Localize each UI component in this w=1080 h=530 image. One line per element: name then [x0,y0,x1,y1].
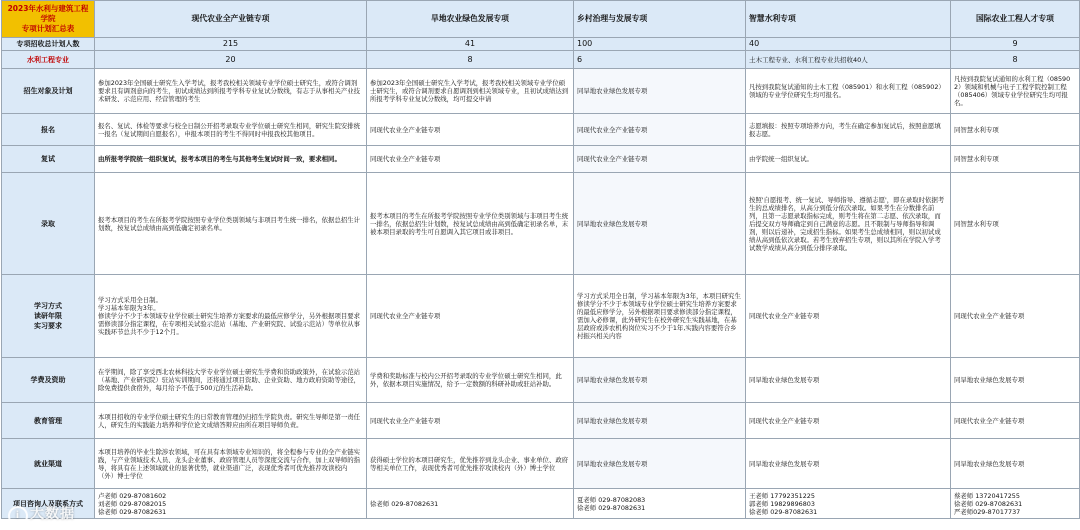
column-header-rural-governance: 乡村治理与发展专项 [574,1,746,38]
table-cell: 在学期间，除了享受西北农林科技大学专业学位硕士研究生学费和资助政策外，在试验示范站（基地、产业研究院）驻站实训期间，还将通过项目资助、企业资助、地方政府资助等途径，除免费提供食宿外，每月给予不低于500元的生活补助。 [95,358,367,403]
row-label: 报名 [2,114,95,146]
table-row [2,173,1080,275]
table-cell: 学习方式采用全日制。 学习基本年限为3年。 修读学分不少于本领域专业学位硕士研究生培养方案要求的最低应修学分，另外根据项目要求需修读部分指定课程，在专项相关试验示范站（基地、产业研究院、试验示范站）等单位从事实践环节总共不少于12个月。 [95,275,367,358]
table-row [2,275,1080,358]
table-cell: 参加2023年全国硕士研究生入学考试，报考我校相关领域专业学位硕士研究生，或符合调剂要求自愿调剂到相关领域专业，且初试成绩达到所报考学科专业复试分数线，均可提交申请 [367,69,574,114]
row-label: 就业渠道 [2,439,95,489]
table-row [2,358,1080,403]
watermark-logo-icon: i [8,506,28,526]
table-title: 2023年水利与建筑工程学院 [7,4,89,23]
watermark-text: 大数据 [30,506,75,522]
table-cell: 凡按到我院复试通知的土木工程（085901）和水利工程（085902）领域的专业学位研究生均可报名。 [746,69,951,114]
column-header-dryland-agri: 旱地农业绿色发展专项 [367,1,574,38]
header-row [2,1,1080,38]
row-label: 录取 [2,173,95,275]
hydro-value: 20 [95,51,367,69]
summary-table [1,0,1080,519]
table-cell: 按照'自愿报考、统一复试、导师指导、遵循志愿'，即在录取时依据考生的总成绩排名，从高分到低分依次录取。如果考生在分数排名前列，且第一志愿录取指标完成，则考生将在第二志愿、依次录取，而后提交双方导师确定到自己满意的志愿。且不限制与导师指导和调剂，则以后递补，完成招生指标。如果考生总成绩相同，则以初试成绩从高到低依次录取。若考生放弃招生专项，则以其所在学院入学考试数学成绩从高分到低分排序录取。 [746,173,951,275]
hydro-value: 6 [574,51,746,69]
hydro-value: 8 [951,51,1080,69]
table-cell: 同旱地农业绿色发展专项 [951,358,1080,403]
plan-value: 9 [951,38,1080,51]
table-cell: 获得硕士学位的本项目研究生，优先推荐到龙头企业、事业单位、政府等相关单位工作，表现优秀者可优先推荐攻读校内（外）博士学位 [367,439,574,489]
table-cell: 报考本项目的考生在所报考学院按照专业学位类别领域与非项目考生统一排名，依据总招生计划数，按复试总成绩由高到低确定初录名单。 [95,173,367,275]
table-cell: 同现代农业全产业链专项 [367,114,574,146]
table-subtitle: 专项计划汇总表 [21,24,75,33]
table-cell: 同旱地农业绿色发展专项 [574,69,746,114]
hydro-value: 8 [367,51,574,69]
table-cell: 同智慧水利专项 [951,173,1080,275]
table-row [2,489,1080,519]
column-header-smart-water: 智慧水利专项 [746,1,951,38]
table-cell: 报考本项目的考生在所报考学院按照专业学位类别领域与非项目考生统一排名，依据总招生计划数，按复试总成绩由高到低确定初录名单，末被本项目录取的考生可自愿调入其它项目或非项目。 [367,173,574,275]
watermark [8,503,75,526]
table-cell: 同现代农业全产业链专项 [951,275,1080,358]
table-cell: 王老师 17792351225 郭老师 19829896803 徐老师 029-87082631 [746,489,951,519]
column-header-modern-agri: 现代农业全产业链专项 [95,1,367,38]
table-cell: 夏老师 029-87082083 徐老师 029-87082631 [574,489,746,519]
row-label: 项目咨询人及联系方式 [2,489,95,519]
table-cell: 同现代农业全产业链专项 [367,403,574,439]
table-cell: 同现代农业全产业链专项 [951,403,1080,439]
table-cell: 同旱地农业绿色发展专项 [746,439,951,489]
table-row [2,69,1080,114]
table-cell: 报名、复试、体检等要求与校全日制公开招考录取专业学位硕士研究生相同，研究生院安排统一报名（复试期间自愿报名），申报本项目的考生不得同时申报我校其他项目。 [95,114,367,146]
row-label: 复试 [2,146,95,173]
table-cell: 蔡老师 13720417255 徐老师 029-87082631 严老师029-87017737 [951,489,1080,519]
table-corner [2,1,95,38]
table-row [2,439,1080,489]
table-cell: 徐老师 029-87082631 [367,489,574,519]
table-cell: 由学院统一组织复试。 [746,146,951,173]
plan-row [2,38,1080,51]
column-header-international: 国际农业工程人才专项 [951,1,1080,38]
plan-value: 40 [746,38,951,51]
row-label: 学习方式 读研年限 实习要求 [2,275,95,358]
plan-value: 215 [95,38,367,51]
plan-row-label: 专项招收总计划人数 [2,38,95,51]
table-cell: 由所报考学院统一组织复试，报考本项目的考生与其他考生复试时间一致，要求相同。 [95,146,367,173]
table-cell: 同旱地农业绿色发展专项 [951,439,1080,489]
table-row [2,403,1080,439]
table-cell: 同旱地农业绿色发展专项 [746,358,951,403]
table-cell: 同旱地农业绿色发展专项 [574,358,746,403]
hydro-value: 土木工程专业、水利工程专业共招收40人 [746,51,951,69]
hydro-row [2,51,1080,69]
table-cell: 凡按到我院复试通知的水利工程（085902）领域和机械与电子工程学院控制工程（085406）领域专业学位研究生均可报名。 [951,69,1080,114]
table-cell: 同旱地农业绿色发展专项 [574,439,746,489]
table-row [2,146,1080,173]
table-cell: 志愿填报：按照专项培养方向，考生在确定参加复试后，按照意愿填报志愿。 [746,114,951,146]
table-cell: 参加2023年全国硕士研究生入学考试，报考我校相关领域专业学位硕士研究生，或符合调剂要求且有调剂意向的考生，初试成绩达到所报考学科专业复试分数线，有志于从事相关产业技术研发、示范应用、经营管理的考生 [95,69,367,114]
table-cell: 本项目培养的毕业生除涉农领域，可在具有本领域专业知识的，将全程参与专业的全产业链实践，与产业领域技术人员、龙头企业董事、政府管理人员等深度交流与合作，加上双导师的指导，将具有在上述领域就业的显著优势，就业渠道广泛，表现优秀者可优先推荐攻读校内（外）博士学位 [95,439,367,489]
table-cell: 学习方式采用全日制，学习基本年限为3年，本项目研究生修读学分不少于本领域专业学位硕士研究生培养方案要求的最低应修学分，另外根据项目要求修读部分指定课程，需加入必修课，此外研究生在校外研究生实践基地，在基层政府或涉农机构岗位实习不少于1年,实践内容要符合乡村振兴相关内容 [574,275,746,358]
row-label: 招生对象及计划 [2,69,95,114]
table-cell: 同现代农业全产业链专项 [746,403,951,439]
table-cell: 同现代农业全产业链专项 [367,146,574,173]
table-cell: 同旱地农业绿色发展专项 [574,403,746,439]
table-cell: 同现代农业全产业链专项 [746,275,951,358]
table-cell: 卢老师 029-87081602 刘老师 029-87082015 徐老师 029-87082631 [95,489,367,519]
table-cell: 同智慧水利专项 [951,114,1080,146]
table-cell: 本项目招收的专业学位硕士研究生的日常教育管理仍归招生学院负责。研究生导师是第一责任人，研究生的实践能力培养和学位论文成绩答辩应由所在项目导师负责。 [95,403,367,439]
table-cell: 同现代农业全产业链专项 [367,275,574,358]
table-cell: 同智慧水利专项 [951,146,1080,173]
plan-value: 41 [367,38,574,51]
table-cell: 同现代农业全产业链专项 [574,114,746,146]
hydro-row-label: 水利工程专业 [2,51,95,69]
plan-value: 100 [574,38,746,51]
table-row [2,114,1080,146]
table-cell: 同旱地农业绿色发展专项 [574,173,746,275]
row-label: 学费及资助 [2,358,95,403]
row-label: 教育管理 [2,403,95,439]
table-cell: 学费和奖助标准与校内公开招考录取的专业学位硕士研究生相同，此外，依据本项目实施情况，给予一定数额的科研补助或驻站补助。 [367,358,574,403]
table-cell: 同现代农业全产业链专项 [574,146,746,173]
